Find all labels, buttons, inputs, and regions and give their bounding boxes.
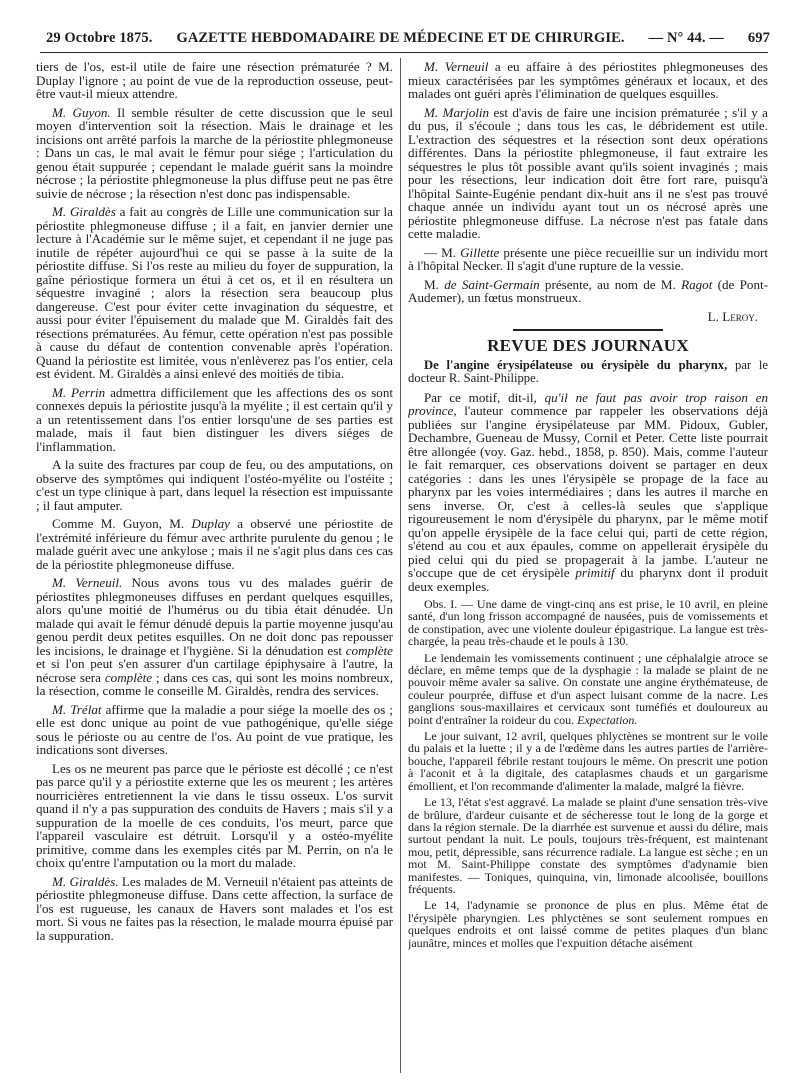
paragraph-text: Par ce motif, dit-il, [424,389,545,405]
speaker-name: M. Marjolin [424,104,490,120]
speaker-name: Ragot [681,276,713,292]
section-title: REVUE DES JOURNAUX [487,336,689,355]
paragraph-text: Comme M. Guyon, M. [52,516,192,531]
paragraph [36,106,393,201]
paragraph-text: a eu affaire à des périostites phlegmoneuses des mieux caractérisées par les symptômes généraux et locaux, et des malades ont guéri après l'élimination de quelques esquilles. [408,60,768,101]
paragraph [36,875,393,943]
paragraph-text: Nous avons tous vu des malades guérir de périostites phlegmoneuses diffuses en perdant quelques esquilles, alors qu'une moitié de l'humérus ou du tibia était dénudée. Un malade qui avait le fémur dénudé depuis la partie moyenne jusqu'au genou perdit deux petites esquilles. On ne doit donc pas repousser les incisions, le drainage et l'hygiène. Si la dénudation est [36,575,393,658]
emphasis: complète [104,669,153,685]
observation-paragraph: Le 14, l'adynamie se prononce de plus en plus. Même état de l'érysipèle pharyngien. Les phlyctènes se sont seulement rompues en quelques endroits et ont laissé comme de petites plaques d'un blanc jaunâtre, minces et molles que l'expuition détache aisément [408,898,768,950]
paragraph [408,278,768,305]
left-column [36,60,393,1075]
paragraph-text: ; dans ces cas, qui sont les moins nombreux, la résection, comme le conseille M. Giraldès, rendra des services. [36,669,393,698]
paragraph-text: (de Pont-Audemer), un fœtus monstrueux. [408,276,768,305]
article-heading [408,359,768,386]
paragraph-text: M. [424,276,445,292]
speaker-name: Gillette [460,244,500,260]
paragraph-text: et si l'on peut s'en assurer d'un cartilage épiphysaire à l'autre, la nécrose sera [36,656,393,685]
column-divider [400,58,401,1073]
speaker-name: de Saint-Germain [444,276,540,292]
article-author: par le docteur R. Saint-Philippe. [408,357,768,385]
paragraph [36,386,393,454]
running-header [46,30,770,52]
paragraph-text: Le lendemain les vomissements continuent ; une céphalalgie atroce se déclare, en même temps que de la dysphagie : la malade se plaint de ne pouvoir même avaler sa salive. On constate une angine érythémateuse, de couleur pourprée, diffuse et d'un aspect luisant comme de la nacre. Les ganglions sous-maxillaires et cervicaux sont tuméfiés et douloureux au point d'entraîner la roideur du cou. [408,650,768,727]
observation-paragraph: Le jour suivant, 12 avril, quelques phlyctènes se montrent sur le voile du palais et la luette ; il y a de l'œdème dans les autres parties de l'arrière-bouche, l'appareil fébrile restant toujours le même. On prescrit une potion à l'aconit et à la digitale, des cataplasmes chauds et un gargarisme émollient, et l'on recommande d'alimenter la malade, malgré la fièvre. [408,729,768,793]
right-column [408,60,768,1075]
header-page-number: 697 [747,30,770,46]
speaker-name: M. Trélat [52,701,102,717]
header-rule [40,52,768,53]
paragraph-text: affirme que la maladie a pour siége la moelle des os ; elle est donc unique au point de vue pathogénique, qu'elle siége sous le périoste ou au centre de l'os. Au point de vue pratique, les indications sont diverses. [36,701,393,757]
paragraph: A la suite des fractures par coup de feu, ou des amputations, on observe des symptômes qui indiquent l'ostéo-myélite ou l'ostéite ; c'est un type clinique à part, dans lequel la résection est impuissante ; il faut amputer. [36,457,393,513]
emphasis: qu'il ne faut pas avoir trop raison en province [408,389,768,418]
paragraph [408,106,768,241]
speaker-name: M. Giraldès. [52,873,119,889]
emphasis: complète [345,642,393,658]
paragraph [36,205,393,381]
paragraph [36,703,393,757]
observation-paragraph: Obs. I. — Une dame de vingt-cinq ans est prise, le 10 avril, en pleine santé, d'un long frisson accompagné de nausées, puis de vomissements et de constipation, avec une violente douleur épigastrique. La langue est très-chargée, la peau très-chaude et le pouls à 130. [408,597,768,649]
paragraph [36,576,393,698]
paragraph-text: Les malades de M. Verneuil n'étaient pas atteints de périostite phlegmoneuse diffuse. Dans cette affection, la surface de l'os est rugueuse, les canaux de Havers sont malades et l'os est mort. Si vous ne faites pas la résection, le malade mourra épuisé par la suppuration. [36,873,393,943]
speaker-name: M. Verneuil [424,60,489,74]
paragraph-text: admettra difficilement que les affections des os sont connexes depuis la périostite jusqu'à la myélite ; il est certain qu'il y a un retentissement dans l'os entier lorsqu'une de ses parties est malade, mais il faut bien distinguer les divers siéges de l'inflammation. [36,384,393,454]
paragraph-text: a observé une périostite de l'extrémité inférieure du fémur avec arthrite purulente du genou ; le malade guérit avec une ankylose ; mais il ne s'agit plus dans ces cas de la périostite phlegmoneuse diffuse. [36,516,393,572]
paragraph [408,391,768,594]
header-title: GAZETTE HEBDOMADAIRE DE MÉDECINE ET DE CHIRURGIE. [176,30,625,46]
section-rule [513,329,663,331]
speaker-name: M. Guyon. [52,104,111,120]
speaker-name: M. Perrin [52,384,106,400]
emphasis: primitif [575,565,615,580]
paragraph-text: , l'auteur commence par rappeler les observations déjà publiées sur l'angine érysipélateuse par MM. Pidoux, Gubler, Dechambre, Gueneau de Mussy, Cornil et Peter. Cette liste pourrait être allongée (voy. Gaz. hebd., 1858, p. 850). Mais, comme l'auteur le fait remarquer, ces observations doivent se partager en deux catégories : dans les unes l'érysipèle se propage de la face au pharynx par les voies intermédiaires ; dans les autres il marche en sens inverse. Or, c'est à celles-là seules que s'applique rigoureusement le nom d'érysipèle du pharynx, par le même motif qu'on appelle érysipèle de la face celui qui, parti de cette région, s'étend au cou et aux épaules, comme on appellerait érysipèle du pied celui qui du pied se propagerait à la jambe. L'auteur ne s'occupe que de cet érysipèle [408,403,768,580]
emphasis: Expectation. [577,712,638,727]
paragraph: tiers de l'os, est-il utile de faire une résection prématurée ? M. Duplay l'ignore ; au point de vue de la reproduction osseuse, peut-être vaut-il mieux attendre. [36,60,393,101]
paragraph: Les os ne meurent pas parce que le périoste est décollé ; ce n'est pas parce qu'il y a périostite externe que les os meurent ; les artères nourricières entretiennent la vie dans le tissu osseux. L'os survit quand il n'y a pas suppuration des conduits de Havers ; mais s'il y a suppuration de la moelle de ces conduits, l'os meurt, parce que l'appareil vasculaire est détruit. Lorsqu'il y a ostéo-myélite primitive, comme dans les exemples cités par M. Perrin, on n'a le choix qu'entre l'amputation ou la mort du malade. [36,760,393,870]
observation-paragraph [408,652,768,726]
speaker-name: M. Giraldès [52,204,116,219]
paragraph-text: Il semble résulter de cette discussion que le seul moyen d'intervention soit la résection. Mais le drainage et les incisions ont arrêté parfois la marche de la périostite phlegmoneuse : Dans un cas, le mal avait le fémur pour siége ; l'articulation du genou était suppurée ; cependant le malade guérit sans la moindre nécrose ; la périostite phlegmoneuse la plus diffuse peut ne pas être suivie de nécrose ; la résection n'est donc pas indispensable. [36,104,393,201]
speaker-name: M. Verneuil. [52,575,123,590]
paragraph [408,60,768,101]
paragraph [408,246,768,273]
paragraph-text: présente, au nom de M. [539,276,682,292]
paragraph [36,517,393,571]
paragraph-text: a fait au congrès de Lille une communication sur la périostite phlegmoneuse diffuse ; il a fait, en janvier dernier une lecture à l'Académie sur le même sujet, et cependant il ne juge pas inutile de répéter aujourd'hui ce qui se passe à la suite de la périostite diffuse. Si l'os reste au milieu du foyer de suppuration, la gaîne périostique formera un étui à cet os, et il en résultera un séquestre invaginé ; alors la résection sera beaucoup plus dangereuse. C'est pour éviter cette invagination du séquestre, et aussi pour éviter l'épuisement du malade que M. Giraldès fait des résections prématurées. Au fémur, cette opération n'est pas possible à cause du défaut de contention convenable après l'opération. Quand la périostite est limitée, vous n'enlèverez pas l'os entier, cela est évident. M. Giraldès a ainsi enlevé des moitiés de tibia. [36,204,393,381]
observation-paragraph: Le 13, l'état s'est aggravé. La malade se plaint d'une sensation très-vive de brûlure, d'ardeur cuisante et de sécheresse tout le long de la gorge et dans la région sternale. De la diarrhée est survenue et aussi du délire, mais surtout pendant la nuit. Le pouls, toujours très-fréquent, est maintenant mou, petit, dépressible, sans récurrence radiale. La langue est sèche ; en un mot M. Saint-Philippe constate des symptômes d'adynamie bien manifestes. — Toniques, quinquina, vin, limonade alcoolisée, bouillons fréquents. [408,795,768,896]
paragraph-text: présente une pièce recueillie sur un individu mort à l'hôpital Necker. Il s'agit d'une rupture de la vessie. [408,244,768,273]
paragraph-text: du pharynx dont il produit deux exemples. [408,565,768,594]
header-date: 29 Octobre 1875. [46,30,153,46]
article-title: De l'angine érysipélateuse ou érysipèle du pharynx, [424,357,728,372]
header-issue: — N° 44. — [648,30,724,46]
signature: L. Leroy. [707,308,758,324]
paragraph-text: est d'avis de faire une incision prématurée ; s'il y a du pus, il s'écoule ; dans tous les cas, le débridement est utile. L'extraction des séquestres et la résection sont deux opérations différentes. Dans la périostite phlegmoneuse, il faut extraire les séquestres le plus tôt possible avant qu'ils soient invaginés ; mais pour les résections, leur indication doit être fort rare, puisqu'à l'hôpital Sainte-Eugénie pendant dix-huit ans il ne s'est pas trouvé chaque année un individu ayant tout un os nécrosé après une périostite phlegmoneuse diffuse. La nécrose n'est pas fatale dans cette maladie. [408,104,768,241]
speaker-name: Duplay [191,516,230,531]
paragraph-text: — M. [424,244,461,260]
